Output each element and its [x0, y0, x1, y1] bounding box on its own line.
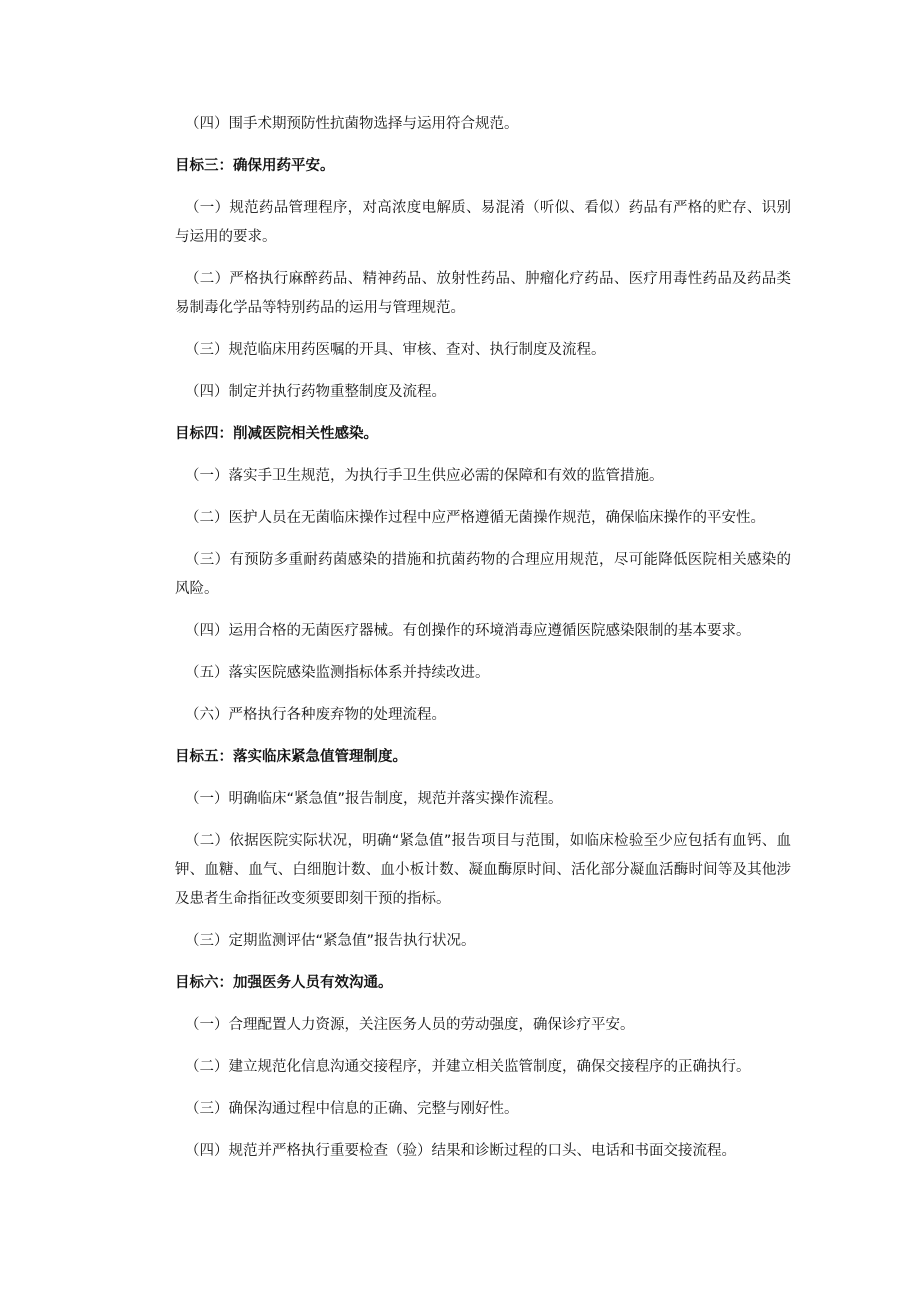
- paragraph-item: （三）有预防多重耐药菌感染的措施和抗菌药物的合理应用规范，尽可能降低医院相关感染的风险。: [175, 552, 791, 597]
- paragraph-item: （三）确保沟通过程中信息的正确、完整与刚好性。: [185, 1101, 519, 1117]
- paragraph-item: （二）建立规范化信息沟通交接程序，并建立相关监管制度，确保交接程序的正确执行。: [185, 1059, 751, 1075]
- paragraph-item: （二）严格执行麻醉药品、精神药品、放射性药品、肿瘤化疗药品、医疗用毒性药品及药品类易制毒化学品等特别药品的运用与管理规范。: [175, 271, 791, 316]
- section-heading: 目标三：确保用药平安。: [175, 158, 335, 174]
- paragraph-item: （一）合理配置人力资源，关注医务人员的劳动强度，确保诊疗平安。: [185, 1017, 635, 1033]
- paragraph-item: （一）规范药品管理程序，对高浓度电解质、易混淆（听似、看似）药品有严格的贮存、识别与运用的要求。: [175, 200, 791, 245]
- section-heading: 目标四：削减医院相关性感染。: [175, 426, 378, 442]
- paragraph-item: （三）定期监测评估“紧急值”报告执行状况。: [185, 933, 476, 949]
- section-heading: 目标五：落实临床紧急值管理制度。: [175, 749, 407, 765]
- paragraph-item: （四）围手术期预防性抗菌物选择与运用符合规范。: [185, 116, 519, 132]
- paragraph-item: （四）运用合格的无菌医疗器械。有创操作的环境消毒应遵循医院感染限制的基本要求。: [185, 623, 751, 639]
- paragraph-item: （一）落实手卫生规范，为执行手卫生供应必需的保障和有效的监管措施。: [185, 468, 664, 484]
- paragraph-item: （一）明确临床“紧急值”报告制度，规范并落实操作流程。: [185, 791, 563, 807]
- section-heading: 目标六：加强医务人员有效沟通。: [175, 975, 393, 991]
- paragraph-item: （二）依据医院实际状况，明确“紧急值”报告项目与范围，如临床检验至少应包括有血钙、血钾、血糖、血气、白细胞计数、血小板计数、凝血酶原时间、活化部分凝血活酶时间等及其他涉及患者生命指征改变须要即刻干预的指标。: [175, 833, 791, 907]
- paragraph-item: （四）制定并执行药物重整制度及流程。: [185, 384, 446, 400]
- paragraph-item: （三）规范临床用药医嘱的开具、审核、查对、执行制度及流程。: [185, 342, 606, 358]
- paragraph-item: （五）落实医院感染监测指标体系并持续改进。: [185, 665, 490, 681]
- paragraph-item: （四）规范并严格执行重要检查（验）结果和诊断过程的口头、电话和书面交接流程。: [185, 1143, 736, 1159]
- paragraph-item: （二）医护人员在无菌临床操作过程中应严格遵循无菌操作规范，确保临床操作的平安性。: [185, 510, 765, 526]
- paragraph-item: （六）严格执行各种废弃物的处理流程。: [185, 707, 446, 723]
